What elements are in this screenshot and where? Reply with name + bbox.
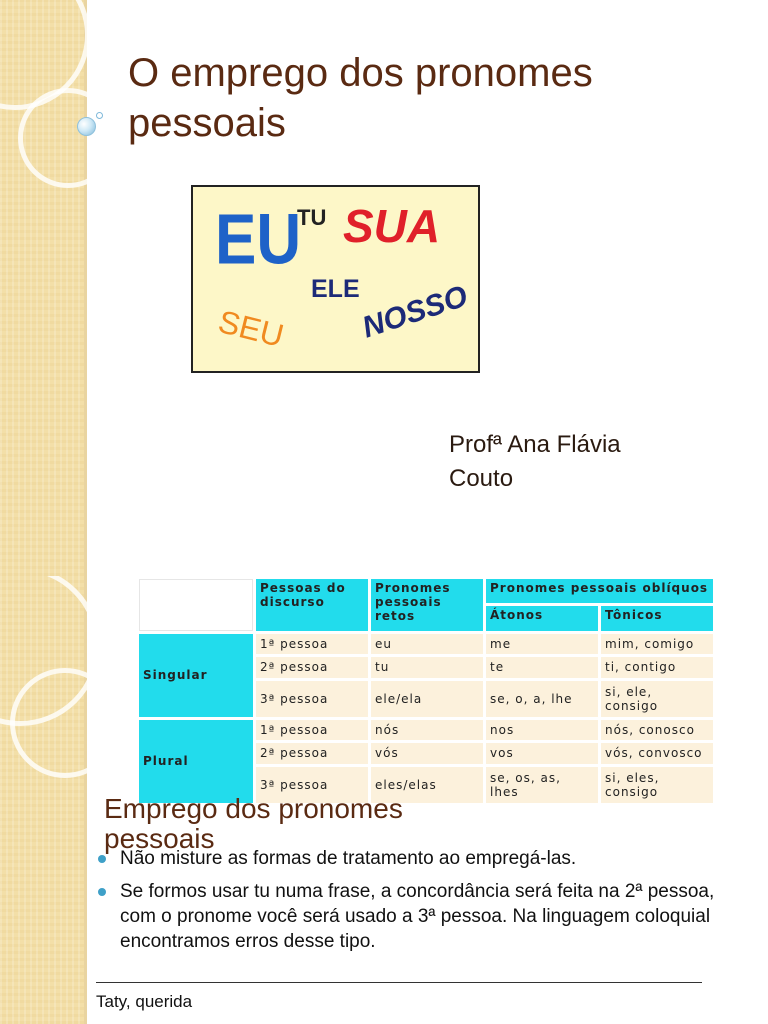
cell-reto: nós [371,720,483,740]
cell-atono: vos [486,743,598,763]
table-row [139,720,713,740]
pronoun-table [136,576,716,806]
slide-2 [0,576,768,1024]
bubble-icon [77,117,96,136]
author-line-1: Profª Ana Flávia [449,431,621,458]
list-item [96,846,736,871]
cell-reto: ele/ela [371,681,483,717]
cell-pessoa: 1ª pessoa [256,634,368,654]
bullet-dot-icon [98,855,106,863]
cell-atono: te [486,657,598,677]
footer-note: Taty, querida [96,992,193,1011]
cell-atono: se, os, as, lhes [486,767,598,803]
word-seu: SEU [214,303,288,354]
header-tonicos: Tônicos [601,606,713,630]
header-atonos: Átonos [486,606,598,630]
decorative-ring [18,88,118,188]
word-ele: ELE [311,275,360,303]
strip-edge [84,0,87,576]
bullet-list [96,846,736,962]
word-eu: EU [215,200,302,280]
cell-atono: me [486,634,598,654]
cell-reto: vós [371,743,483,763]
cell-pessoa: 2ª pessoa [256,657,368,677]
pronoun-word-art-image [191,185,480,373]
cell-reto: tu [371,657,483,677]
decorative-ring [10,668,120,778]
cell-pessoa: 2ª pessoa [256,743,368,763]
bullet-dot-icon [98,888,106,896]
table-corner-cell [139,579,253,631]
header-pessoas: Pessoas do discurso [256,579,368,631]
slide-title: O emprego dos pronomes pessoais [128,51,593,145]
cell-tonico: nós, conosco [601,720,713,740]
slide-2-title: Emprego dos pronomes pessoais [104,793,403,854]
bubble-small-icon [96,112,103,119]
author-line-2: Couto [449,465,514,492]
cell-tonico: mim, comigo [601,634,713,654]
group-plural: Plural [139,720,253,803]
word-nosso: NOSSO [358,279,472,345]
cell-pessoa: 1ª pessoa [256,720,368,740]
cell-pessoa: 3ª pessoa [256,681,368,717]
bullet-text: Se formos usar tu numa frase, a concordância será feita na 2ª pessoa, com o pronome você será usado a 3ª pessoa. Na linguagem coloquial encontramos erros desse tipo. [120,881,715,952]
cell-atono: nos [486,720,598,740]
author-name [449,428,709,496]
table-row [139,634,713,654]
header-obliquos: Pronomes pessoais oblíquos [486,579,713,603]
list-item [96,879,736,954]
group-singular: Singular [139,634,253,717]
cell-tonico: si, eles, consigo [601,767,713,803]
header-retos: Pronomes pessoais retos [371,579,483,631]
cell-reto: eu [371,634,483,654]
bullet-text: Não misture as formas de tratamento ao empregá-las. [120,848,577,869]
cell-tonico: vós, convosco [601,743,713,763]
cell-atono: se, o, a, lhe [486,681,598,717]
cell-tonico: si, ele, consigo [601,681,713,717]
cell-pessoa: 3ª pessoa [256,767,368,803]
table-header-row [139,579,713,603]
cell-tonico: ti, contigo [601,657,713,677]
divider-line [96,982,702,983]
word-tu: TU [297,205,327,230]
cell-reto: eles/elas [371,767,483,803]
word-sua: SUA [343,200,441,252]
